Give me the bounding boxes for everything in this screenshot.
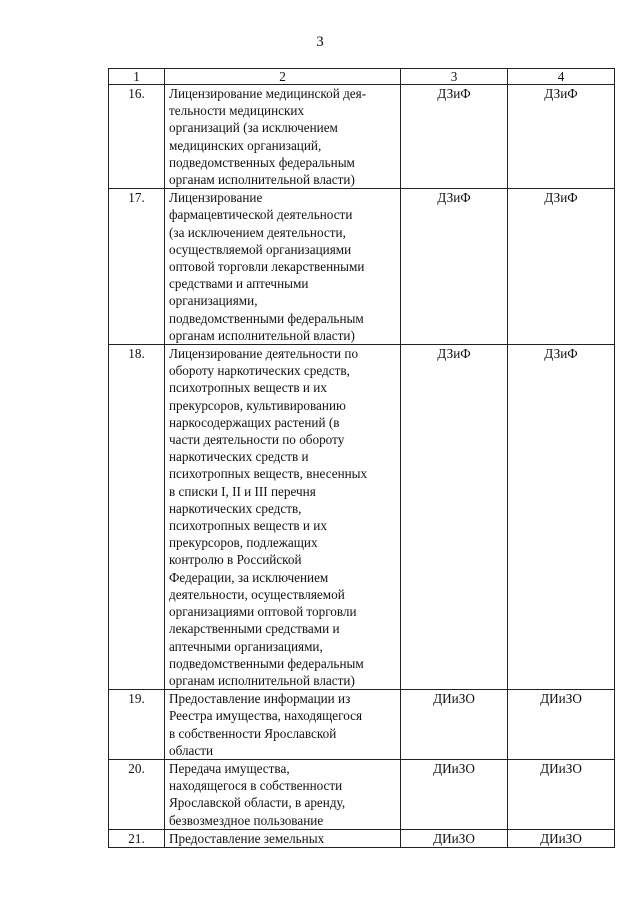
table-row [109, 85, 615, 189]
description-line: в списки I, II и III перечня [169, 483, 316, 499]
responsible-department: ДИиЗО [508, 690, 615, 760]
responsible-department: ДИиЗО [508, 759, 615, 829]
responsible-department: ДЗиФ [508, 85, 615, 189]
row-number: 21. [109, 829, 165, 847]
description-line: фармацевтической деятельности [169, 207, 353, 223]
description-line: медицинских организаций, [169, 137, 322, 153]
description-line: деятельности, осуществляемой [169, 586, 345, 602]
description-line: Реестра имущества, находящегося [169, 708, 363, 724]
table-header-row [109, 69, 615, 85]
description-line: органам исполнительной власти) [169, 172, 355, 188]
responsible-department: ДИиЗО [508, 829, 615, 847]
responsible-department: ДЗиФ [401, 189, 508, 345]
description-line: аптечными организациями, [169, 638, 323, 654]
description-line: подведомственных федеральным [169, 154, 355, 170]
table-row [109, 759, 615, 829]
description-line: организаций (за исключением [169, 120, 338, 136]
service-description [165, 690, 401, 760]
row-number: 16. [109, 85, 165, 189]
description-line: лекарственными средствами и [169, 621, 340, 637]
column-header: 1 [109, 69, 165, 85]
description-line: части деятельности по обороту [169, 432, 345, 448]
description-line: Предоставление земельных [169, 830, 325, 846]
description-line: обороту наркотических средств, [169, 363, 350, 379]
description-line: Лицензирование деятельности по [169, 346, 359, 362]
service-description [165, 85, 401, 189]
description-line: находящегося в собственности [169, 778, 343, 794]
description-line: оптовой торговли лекарственными [169, 259, 365, 275]
description-line: осуществляемой организациями [169, 241, 352, 257]
description-line: безвозмездное пользование [169, 812, 324, 828]
description-line: Лицензирование медицинской дея- [169, 86, 367, 101]
description-line: Передача имущества, [169, 760, 290, 776]
description-line: прекурсоров, культивированию [169, 397, 346, 413]
table-row [109, 189, 615, 345]
description-line: организациями, [169, 293, 258, 309]
responsible-department: ДЗиФ [508, 189, 615, 345]
authority-table [108, 68, 615, 848]
column-header: 3 [401, 69, 508, 85]
description-line: средствами и аптечными [169, 276, 309, 292]
description-line: контролю в Российской [169, 552, 302, 568]
description-line: прекурсоров, подлежащих [169, 535, 318, 551]
page-number: 3 [316, 34, 324, 50]
service-description [165, 829, 401, 847]
table-row [109, 829, 615, 847]
description-line: психотропных веществ и их [169, 518, 327, 534]
column-header: 2 [165, 69, 401, 85]
table-row [109, 690, 615, 760]
description-line: области [169, 742, 214, 758]
description-line: Ярославской области, в аренду, [169, 795, 346, 811]
description-line: психотропных веществ, внесенных [169, 466, 368, 482]
column-header: 4 [508, 69, 615, 85]
description-line: в собственности Ярославской [169, 725, 337, 741]
description-line: организациями оптовой торговли [169, 604, 357, 620]
row-number: 19. [109, 690, 165, 760]
responsible-department: ДЗиФ [401, 345, 508, 690]
service-description [165, 759, 401, 829]
description-line: органам исполнительной власти) [169, 327, 355, 343]
description-line: Лицензирование [169, 190, 263, 206]
row-number: 17. [109, 189, 165, 345]
service-description [165, 189, 401, 345]
description-line: наркотических средств и [169, 449, 309, 465]
description-line: Предоставление информации из [169, 691, 351, 707]
row-number: 20. [109, 759, 165, 829]
description-line: подведомственными федеральным [169, 655, 364, 671]
responsible-department: ДЗиФ [401, 85, 508, 189]
responsible-department: ДИиЗО [401, 690, 508, 760]
responsible-department: ДЗиФ [508, 345, 615, 690]
row-number: 18. [109, 345, 165, 690]
description-line: наркотических средств, [169, 500, 302, 516]
description-line: органам исполнительной власти) [169, 672, 355, 688]
responsible-department: ДИиЗО [401, 759, 508, 829]
service-description [165, 345, 401, 690]
description-line: тельности медицинских [169, 103, 305, 119]
description-line: психотропных веществ и их [169, 380, 327, 396]
table-row [109, 345, 615, 690]
table-body [109, 69, 615, 848]
responsible-department: ДИиЗО [401, 829, 508, 847]
description-line: (за исключением деятельности, [169, 224, 346, 240]
description-line: подведомственными федеральным [169, 310, 364, 326]
description-line: наркосодержащих растений (в [169, 414, 340, 430]
description-line: Федерации, за исключением [169, 569, 329, 585]
